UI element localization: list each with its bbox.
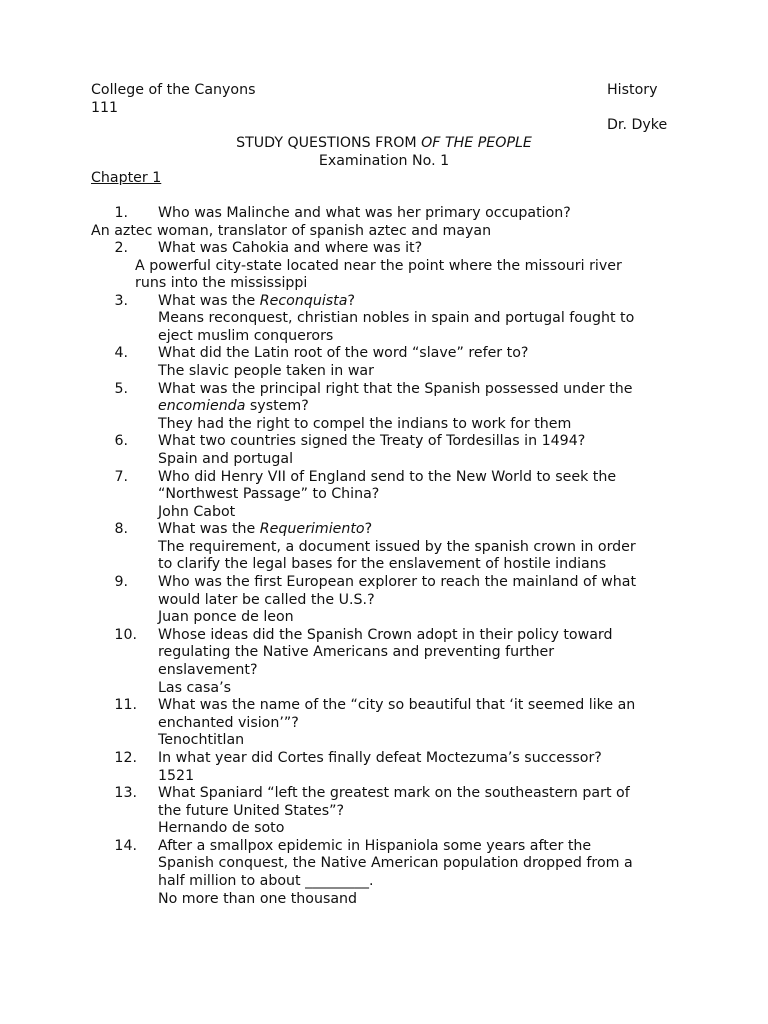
answer-text: runs into the mississippi	[135, 275, 308, 291]
title-prefix: STUDY QUESTIONS FROM	[236, 135, 422, 151]
question-text: “Northwest Passage” to China?	[158, 486, 380, 502]
answer-text: An aztec woman, translator of spanish aztec and mayan	[91, 223, 492, 239]
course-name: History	[607, 82, 658, 98]
answer-text: Las casa’s	[158, 680, 231, 696]
question-number: 12.	[114, 750, 137, 766]
answer-text: No more than one thousand	[158, 891, 358, 907]
question-text: the future United States”?	[158, 803, 345, 819]
question-text: After a smallpox epidemic in Hispaniola some years after the	[158, 838, 592, 854]
answer-text: They had the right to compel the indians to work for them	[158, 416, 572, 432]
question-number: 7.	[114, 469, 128, 485]
question-text: What was the Requerimiento?	[158, 521, 373, 537]
question-text: What two countries signed the Treaty of Tordesillas in 1494?	[158, 433, 586, 449]
question-text: encomienda system?	[158, 398, 309, 414]
answer-text: Hernando de soto	[158, 820, 285, 836]
question-text: Who was Malinche and what was her primary occupation?	[158, 205, 571, 221]
answer-text: Means reconquest, christian nobles in spain and portugal fought to	[158, 310, 635, 326]
question-number: 5.	[114, 381, 128, 397]
question-number: 13.	[114, 785, 137, 801]
question-text: Who did Henry VII of England send to the New World to seek the	[158, 469, 617, 485]
question-text: What Spaniard “left the greatest mark on the southeastern part of	[158, 785, 630, 801]
question-number: 9.	[114, 574, 128, 590]
title-book: OF THE PEOPLE	[421, 135, 532, 151]
answer-text: Juan ponce de leon	[158, 609, 294, 625]
question-number: 14.	[114, 838, 137, 854]
question-text: enchanted vision’”?	[158, 715, 299, 731]
question-text: Whose ideas did the Spanish Crown adopt in their policy toward	[158, 627, 613, 643]
question-text: half million to about _________.	[158, 873, 374, 889]
answer-text: eject muslim conquerors	[158, 328, 334, 344]
question-text: enslavement?	[158, 662, 258, 678]
question-number: 4.	[114, 345, 128, 361]
exam-label: Examination No. 1	[318, 153, 450, 169]
question-text: What did the Latin root of the word “slave” refer to?	[158, 345, 529, 361]
question-number: 10.	[114, 627, 137, 643]
college-name: College of the Canyons	[91, 82, 256, 98]
question-text: Spanish conquest, the Native American population dropped from a	[158, 855, 633, 871]
question-number: 6.	[114, 433, 128, 449]
answer-text: Spain and portugal	[158, 451, 294, 467]
question-text: What was the principal right that the Spanish possessed under the	[158, 381, 633, 397]
question-text: What was the name of the “city so beautiful that ‘it seemed like an	[158, 697, 636, 713]
question-text: regulating the Native Americans and preventing further	[158, 644, 555, 660]
instructor-name: Dr. Dyke	[607, 117, 668, 133]
question-text: would later be called the U.S.?	[158, 592, 375, 608]
answer-text: 1521	[158, 768, 195, 784]
question-number: 2.	[114, 240, 128, 256]
question-number: 8.	[114, 521, 128, 537]
chapter-heading: Chapter 1	[91, 170, 162, 186]
document-title	[0, 134, 768, 152]
question-number: 11.	[114, 697, 137, 713]
question-number: 1.	[114, 205, 128, 221]
question-number: 3.	[114, 293, 128, 309]
question-text: What was the Reconquista?	[158, 293, 355, 309]
answer-text: The slavic people taken in war	[158, 363, 374, 379]
answer-text: Tenochtitlan	[158, 732, 245, 748]
question-text: In what year did Cortes finally defeat Moctezuma’s successor?	[158, 750, 602, 766]
answer-text: A powerful city-state located near the point where the missouri river	[135, 258, 622, 274]
question-text: Who was the first European explorer to reach the mainland of what	[158, 574, 637, 590]
answer-text: John Cabot	[158, 504, 236, 520]
answer-text: The requirement, a document issued by the spanish crown in order	[158, 539, 636, 555]
answer-text: to clarify the legal bases for the enslavement of hostile indians	[158, 556, 607, 572]
question-text: What was Cahokia and where was it?	[158, 240, 423, 256]
course-number: 111	[91, 100, 119, 116]
